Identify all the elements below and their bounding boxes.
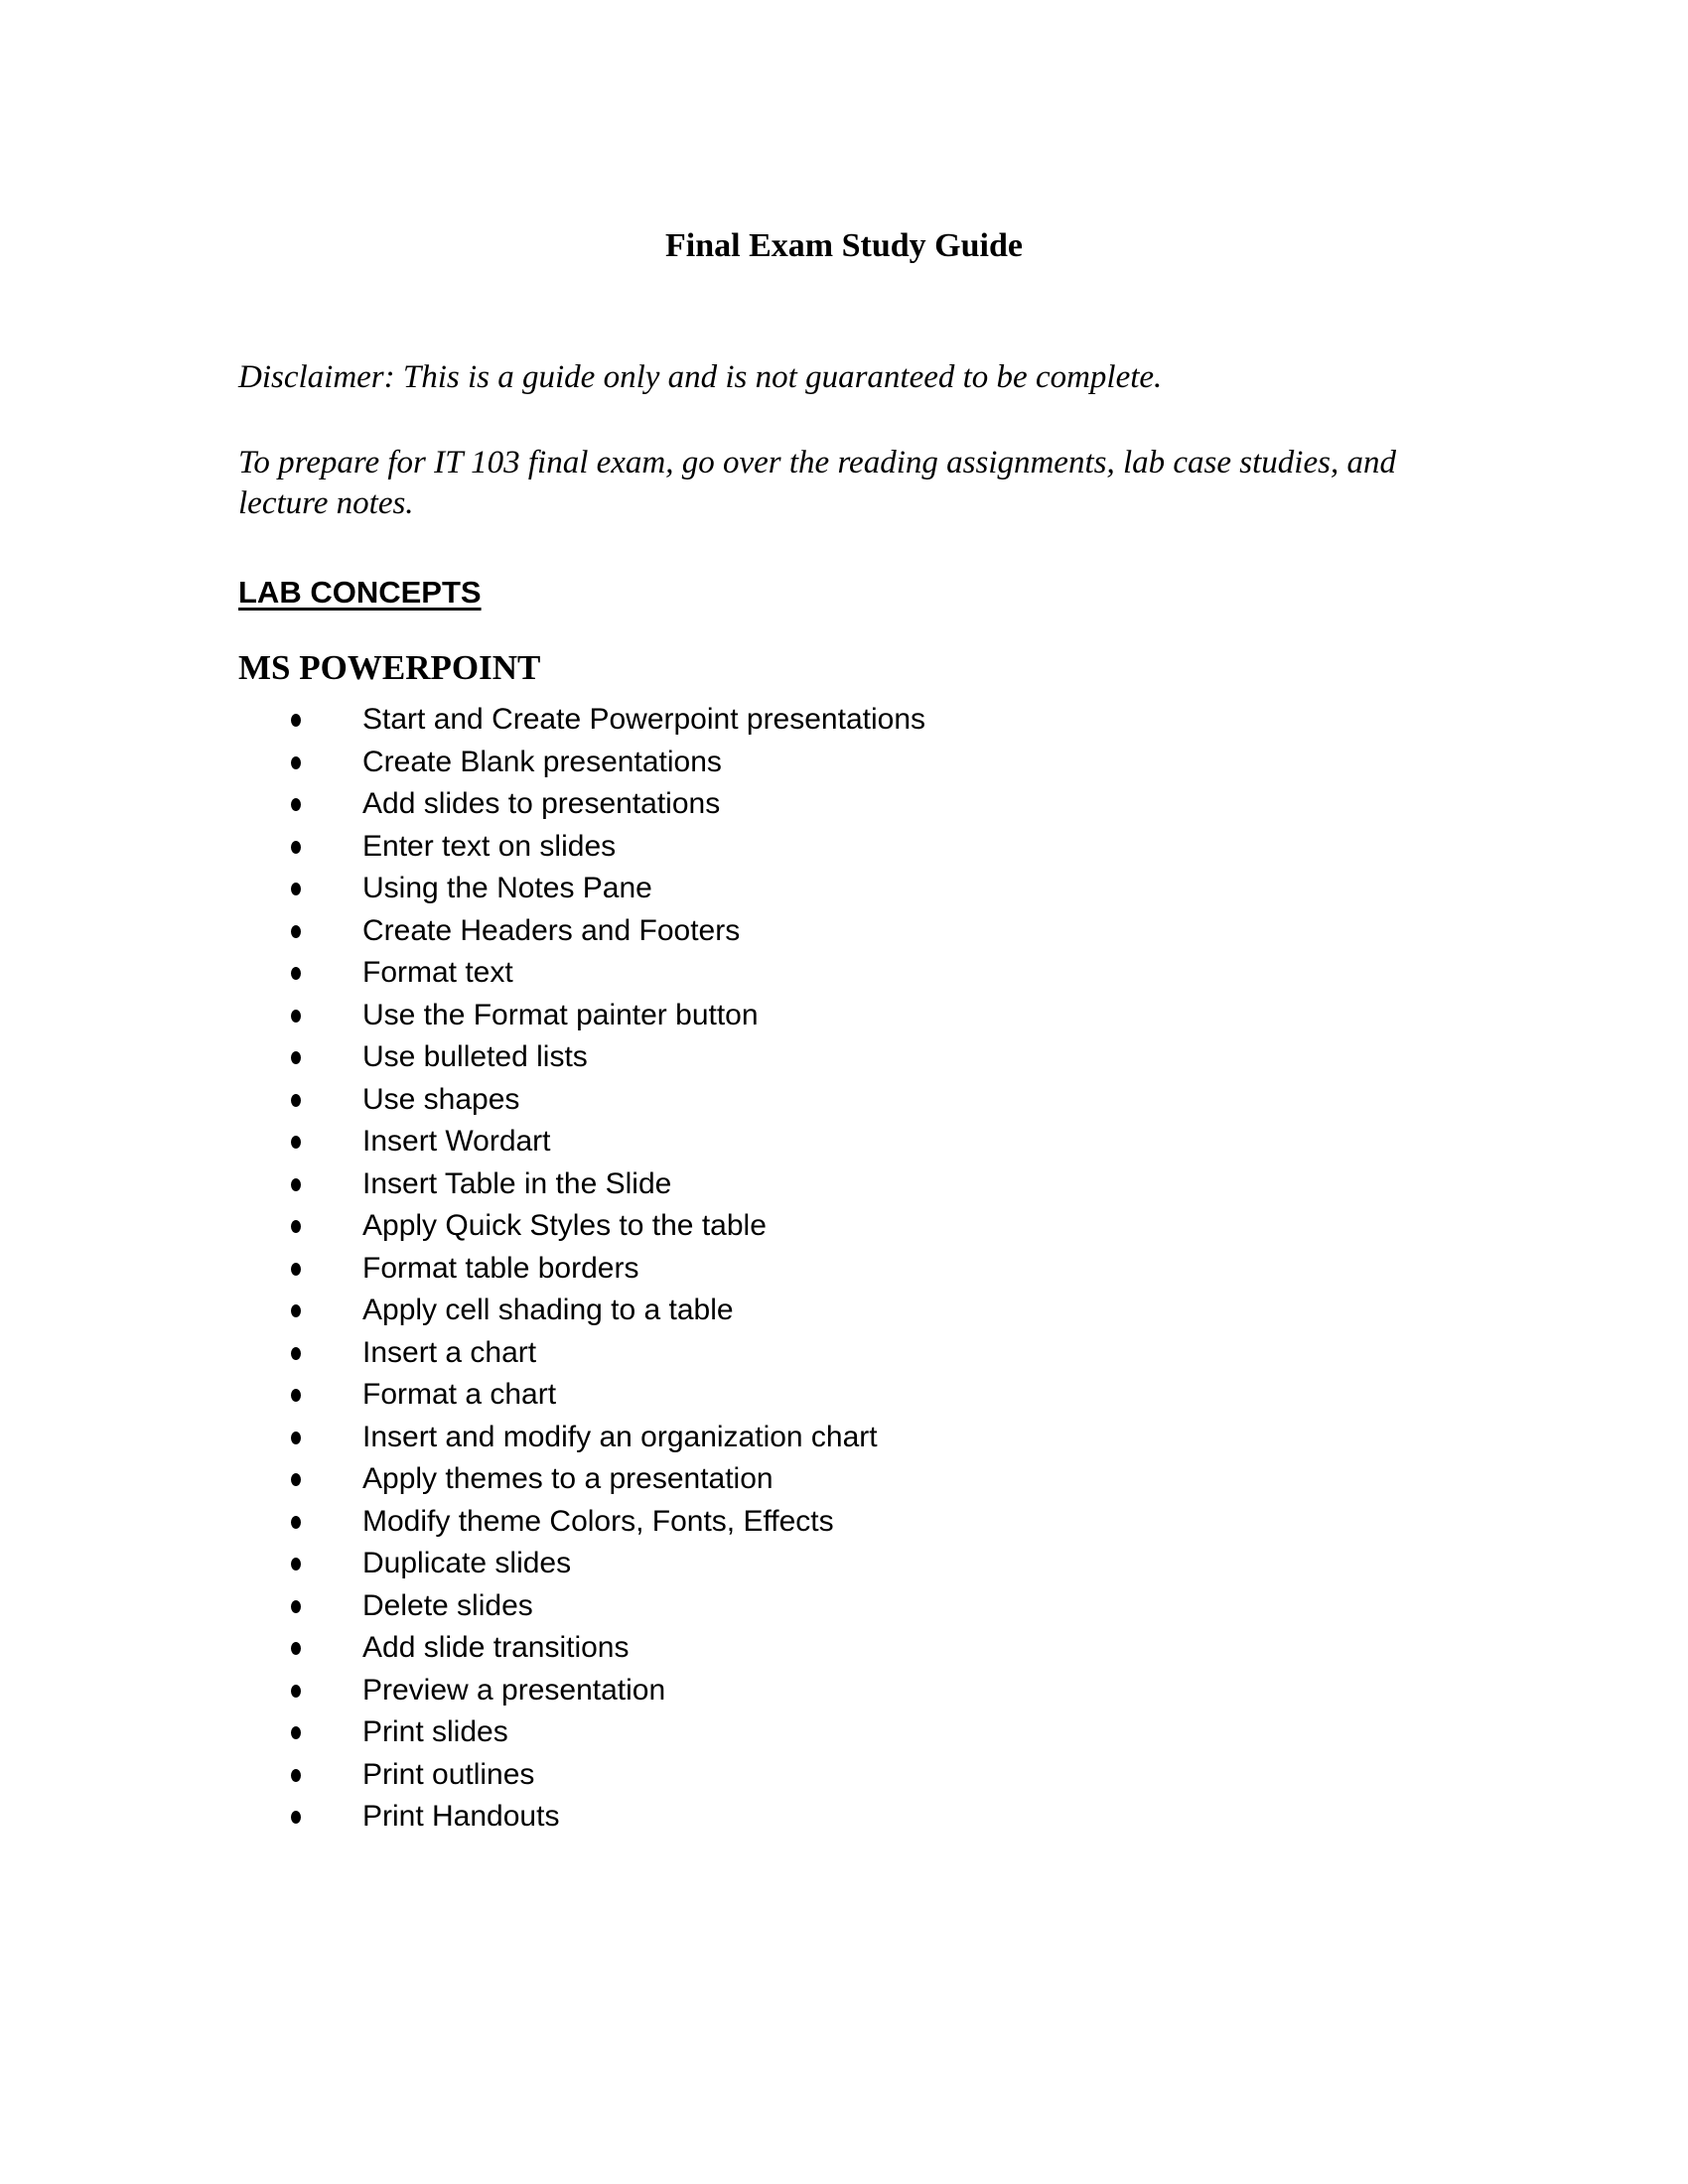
bullet-item — [238, 699, 1450, 742]
bullet-item — [238, 1627, 1450, 1670]
bullet-item — [238, 1290, 1450, 1332]
disclaimer-text: Disclaimer: This is a guide only and is not guaranteed to be complete. — [238, 359, 1163, 395]
bullet-dot-icon — [291, 756, 301, 769]
bullet-dot-icon — [291, 1685, 301, 1698]
bullet-dot-icon — [291, 1432, 301, 1444]
bullet-item — [238, 1036, 1450, 1079]
bullet-item — [238, 1079, 1450, 1122]
bullet-item — [238, 1121, 1450, 1163]
bullet-item-label: Enter text on slides — [362, 829, 617, 863]
bullet-item — [238, 910, 1450, 953]
bullet-item-label: Insert Table in the Slide — [362, 1166, 672, 1200]
bullet-item-label: Print slides — [362, 1715, 508, 1748]
bullet-item — [238, 742, 1450, 784]
bullet-dot-icon — [291, 1558, 301, 1570]
bullet-item — [238, 1670, 1450, 1712]
bullet-dot-icon — [291, 1769, 301, 1782]
bullet-item-label: Apply Quick Styles to the table — [362, 1209, 767, 1242]
bullet-item-label: Format a chart — [362, 1378, 557, 1411]
bullet-item — [238, 1543, 1450, 1585]
bullet-dot-icon — [291, 1051, 301, 1064]
bullet-item-label: Modify theme Colors, Fonts, Effects — [362, 1504, 834, 1538]
bullet-item — [238, 1711, 1450, 1754]
bullet-dot-icon — [291, 714, 301, 727]
bullet-item — [238, 1163, 1450, 1206]
bullet-item-label: Preview a presentation — [362, 1673, 666, 1706]
document-title: Final Exam Study Guide — [665, 227, 1023, 264]
bullet-item-label: Use the Format painter button — [362, 998, 759, 1031]
bullet-item — [238, 1796, 1450, 1839]
bullet-dot-icon — [291, 1094, 301, 1107]
bullet-dot-icon — [291, 841, 301, 854]
bullet-item-label: Delete slides — [362, 1588, 533, 1622]
bullet-item — [238, 1374, 1450, 1417]
bullet-item-label: Print outlines — [362, 1757, 535, 1791]
bullet-dot-icon — [291, 1600, 301, 1613]
bullet-item — [238, 1417, 1450, 1459]
bullet-dot-icon — [291, 1726, 301, 1739]
bullet-item-label: Duplicate slides — [362, 1547, 572, 1579]
bullet-dot-icon — [291, 1178, 301, 1191]
bullet-item-label: Use bulleted lists — [362, 1040, 588, 1073]
bullet-item — [238, 1248, 1450, 1291]
bullet-item — [238, 783, 1450, 826]
bullet-dot-icon — [291, 1473, 301, 1486]
bullet-item-label: Using the Notes Pane — [362, 872, 652, 904]
bullet-dot-icon — [291, 1136, 301, 1149]
bullet-item-label: Format text — [362, 956, 513, 989]
bullet-item — [238, 995, 1450, 1037]
bullet-item — [238, 952, 1450, 995]
subsection-heading-ms-powerpoint: MS POWERPOINT — [238, 648, 541, 687]
bullet-item — [238, 1501, 1450, 1544]
bullet-dot-icon — [291, 967, 301, 980]
bullet-item-label: Apply cell shading to a table — [362, 1294, 734, 1326]
bullet-dot-icon — [291, 1304, 301, 1317]
bullet-dot-icon — [291, 925, 301, 938]
bullet-item-label: Insert and modify an organization chart — [362, 1420, 878, 1453]
intro-text: To prepare for IT 103 final exam, go over the reading assignments, lab case studies, and lecture notes. — [238, 445, 1396, 521]
bullet-dot-icon — [291, 1516, 301, 1529]
section-heading-lab-concepts: LAB CONCEPTS — [238, 575, 482, 610]
bullet-item — [238, 868, 1450, 910]
bullet-dot-icon — [291, 1347, 301, 1360]
bullet-item-label: Apply themes to a presentation — [362, 1462, 774, 1495]
bullet-list — [238, 699, 1450, 1839]
bullet-item-label: Insert Wordart — [362, 1125, 551, 1158]
bullet-item-label: Add slide transitions — [362, 1631, 630, 1664]
bullet-dot-icon — [291, 1389, 301, 1402]
bullet-dot-icon — [291, 1220, 301, 1233]
bullet-dot-icon — [291, 1642, 301, 1655]
bullet-dot-icon — [291, 883, 301, 895]
bullet-item-label: Create Blank presentations — [362, 745, 722, 778]
bullet-item — [238, 1332, 1450, 1375]
bullet-dot-icon — [291, 1263, 301, 1276]
bullet-item-label: Format table borders — [362, 1251, 639, 1285]
bullet-item — [238, 1205, 1450, 1248]
bullet-item — [238, 1585, 1450, 1628]
bullet-item-label: Add slides to presentations — [362, 787, 721, 820]
bullet-item-label: Print Handouts — [362, 1800, 560, 1833]
bullet-dot-icon — [291, 1010, 301, 1023]
bullet-item — [238, 1754, 1450, 1797]
bullet-item-label: Insert a chart — [362, 1335, 537, 1369]
bullet-item — [238, 1458, 1450, 1501]
bullet-dot-icon — [291, 798, 301, 811]
bullet-item-label: Create Headers and Footers — [362, 913, 741, 947]
bullet-item — [238, 826, 1450, 869]
bullet-dot-icon — [291, 1811, 301, 1824]
bullet-item-label: Start and Create Powerpoint presentations — [362, 703, 925, 736]
bullet-item-label: Use shapes — [362, 1082, 520, 1116]
